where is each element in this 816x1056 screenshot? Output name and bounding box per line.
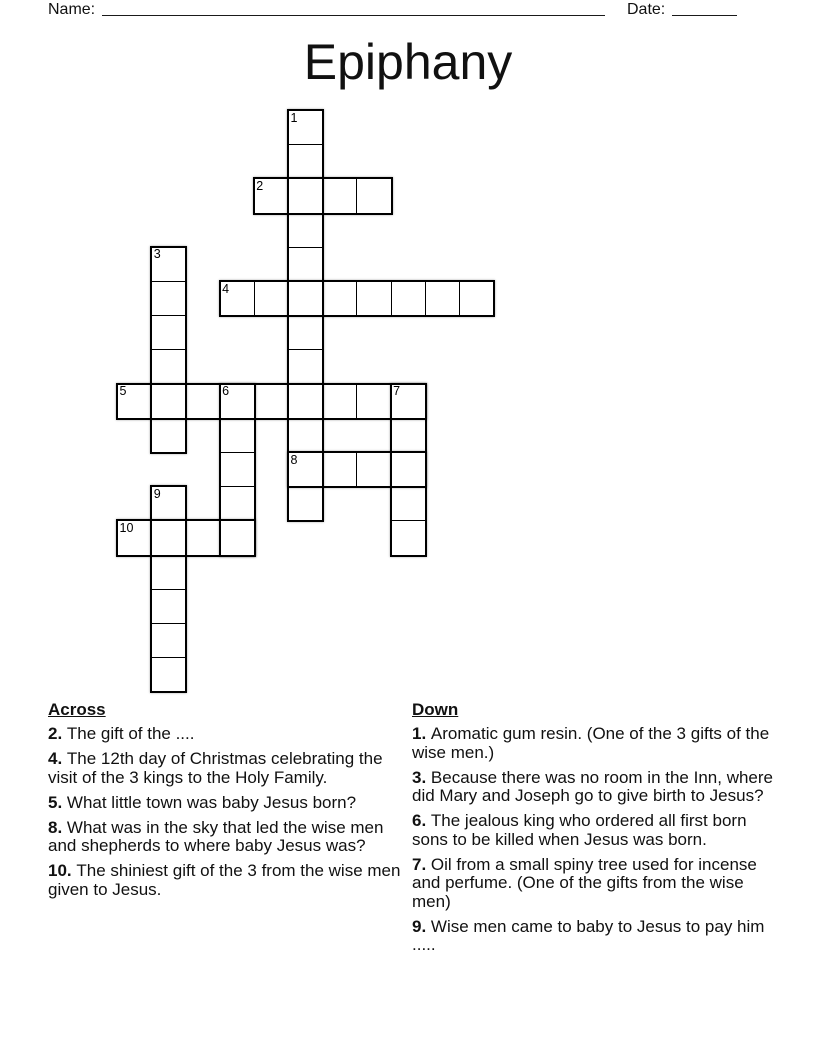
grid-cell[interactable] (288, 281, 323, 316)
clues-across (48, 701, 402, 906)
grid-cell[interactable] (391, 281, 426, 316)
clue-number: 1. (412, 724, 431, 743)
grid-cell[interactable] (254, 281, 289, 316)
clue-across-10 (48, 862, 402, 899)
grid-cell[interactable] (151, 247, 186, 282)
grid-cell[interactable] (356, 281, 391, 316)
grid-cell[interactable] (391, 486, 426, 521)
grid-cell[interactable] (117, 384, 152, 419)
clue-text: Oil from a small spiny tree used for incense and perfume. (One of the gifts from the wise men) (412, 854, 757, 911)
grid-cell[interactable] (391, 452, 426, 487)
grid-cell[interactable] (185, 384, 220, 419)
grid-cell[interactable] (391, 520, 426, 555)
clue-text: Wise men came to baby to Jesus to pay him ..... (412, 916, 765, 954)
grid-cell[interactable] (288, 315, 323, 350)
grid-cell[interactable] (254, 178, 289, 213)
grid-cell[interactable] (322, 384, 357, 419)
clue-number: 4. (48, 749, 67, 768)
cell-number-6: 6 (222, 384, 230, 399)
cell-number-10: 10 (119, 520, 134, 535)
grid-cell[interactable] (288, 384, 323, 419)
grid-cell[interactable] (288, 486, 323, 521)
clue-number: 7. (412, 854, 431, 874)
grid-cell[interactable] (459, 281, 494, 316)
grid-cell[interactable] (425, 281, 460, 316)
grid-cell[interactable] (288, 110, 323, 145)
grid-cell[interactable] (151, 418, 186, 453)
clue-number: 3. (412, 767, 431, 787)
clue-number: 2. (48, 724, 67, 743)
cell-number-3: 3 (153, 247, 161, 262)
clue-across-2 (48, 725, 402, 744)
cell-number-4: 4 (222, 281, 230, 296)
grid-cell[interactable] (322, 452, 357, 487)
grid-cell[interactable] (254, 384, 289, 419)
clue-text: The shiniest gift of the 3 from the wise men given to Jesus. (48, 861, 401, 899)
clue-down-6 (412, 812, 774, 849)
clue-number: 10. (48, 861, 77, 880)
clue-down-1 (412, 725, 774, 762)
grid-cell[interactable] (151, 520, 186, 555)
grid-cell[interactable] (322, 178, 357, 213)
grid-cell[interactable] (288, 247, 323, 282)
clue-text: What was in the sky that led the wise men and shepherds to where baby Jesus was? (48, 817, 384, 855)
clue-text: The gift of the .... (66, 724, 195, 743)
grid-cell[interactable] (220, 520, 255, 555)
grid-cell[interactable] (288, 144, 323, 179)
grid-cell[interactable] (288, 452, 323, 487)
grid-cell[interactable] (151, 281, 186, 316)
cell-number-2: 2 (256, 178, 264, 193)
cell-number-7: 7 (393, 384, 401, 399)
down-heading: Down (412, 700, 459, 719)
grid-cell[interactable] (185, 520, 220, 555)
grid-cell[interactable] (151, 315, 186, 350)
across-heading: Across (48, 700, 106, 719)
grid-cell[interactable] (356, 178, 391, 213)
clue-number: 9. (412, 916, 431, 936)
grid-cell[interactable] (151, 384, 186, 419)
cell-number-8: 8 (290, 452, 298, 467)
clue-text: The jealous king who ordered all first born sons to be killed when Jesus was born. (412, 811, 747, 849)
grid-cell[interactable] (391, 418, 426, 453)
clue-text: Aromatic gum resin. (One of the 3 gifts of the wise men.) (412, 724, 770, 762)
clue-text: What little town was baby Jesus born? (66, 792, 357, 812)
grid-cell[interactable] (117, 520, 152, 555)
clue-across-8 (48, 819, 402, 856)
grid-cell[interactable] (151, 486, 186, 521)
clue-down-3 (412, 769, 774, 806)
grid-cell[interactable] (220, 452, 255, 487)
clue-text: The 12th day of Christmas celebrating the visit of the 3 kings to the Holy Family. (48, 749, 383, 787)
clue-down-9 (412, 918, 774, 955)
clue-number: 5. (48, 792, 67, 812)
clue-text: Because there was no room in the Inn, where did Mary and Joseph go to give birth to Jesus? (412, 767, 773, 805)
date-label: Date: (627, 1, 666, 18)
grid-cell[interactable] (220, 486, 255, 521)
clue-down-7 (412, 856, 774, 912)
clue-number: 8. (48, 817, 67, 837)
grid-cell[interactable] (288, 349, 323, 384)
grid-cell[interactable] (356, 384, 391, 419)
grid-cell[interactable] (151, 555, 186, 590)
clues-down (412, 701, 774, 961)
grid-cell[interactable] (288, 178, 323, 213)
grid-cell[interactable] (356, 452, 391, 487)
grid-cell[interactable] (220, 281, 255, 316)
clue-across-4 (48, 750, 402, 787)
grid-cell[interactable] (391, 384, 426, 419)
grid-cell[interactable] (151, 349, 186, 384)
grid-cell[interactable] (151, 589, 186, 624)
cell-number-5: 5 (119, 384, 127, 399)
page-title: Epiphany (303, 34, 513, 90)
cell-number-1: 1 (290, 110, 298, 125)
clue-across-5 (48, 794, 402, 813)
grid-cell[interactable] (220, 418, 255, 453)
grid-cell[interactable] (151, 657, 186, 692)
cell-number-9: 9 (153, 486, 161, 501)
grid-cell[interactable] (220, 384, 255, 419)
grid-cell[interactable] (288, 213, 323, 248)
grid-cell[interactable] (322, 281, 357, 316)
clue-number: 6. (412, 811, 431, 830)
grid-cell[interactable] (151, 623, 186, 658)
name-label: Name: (48, 1, 96, 18)
grid-cell[interactable] (288, 418, 323, 453)
